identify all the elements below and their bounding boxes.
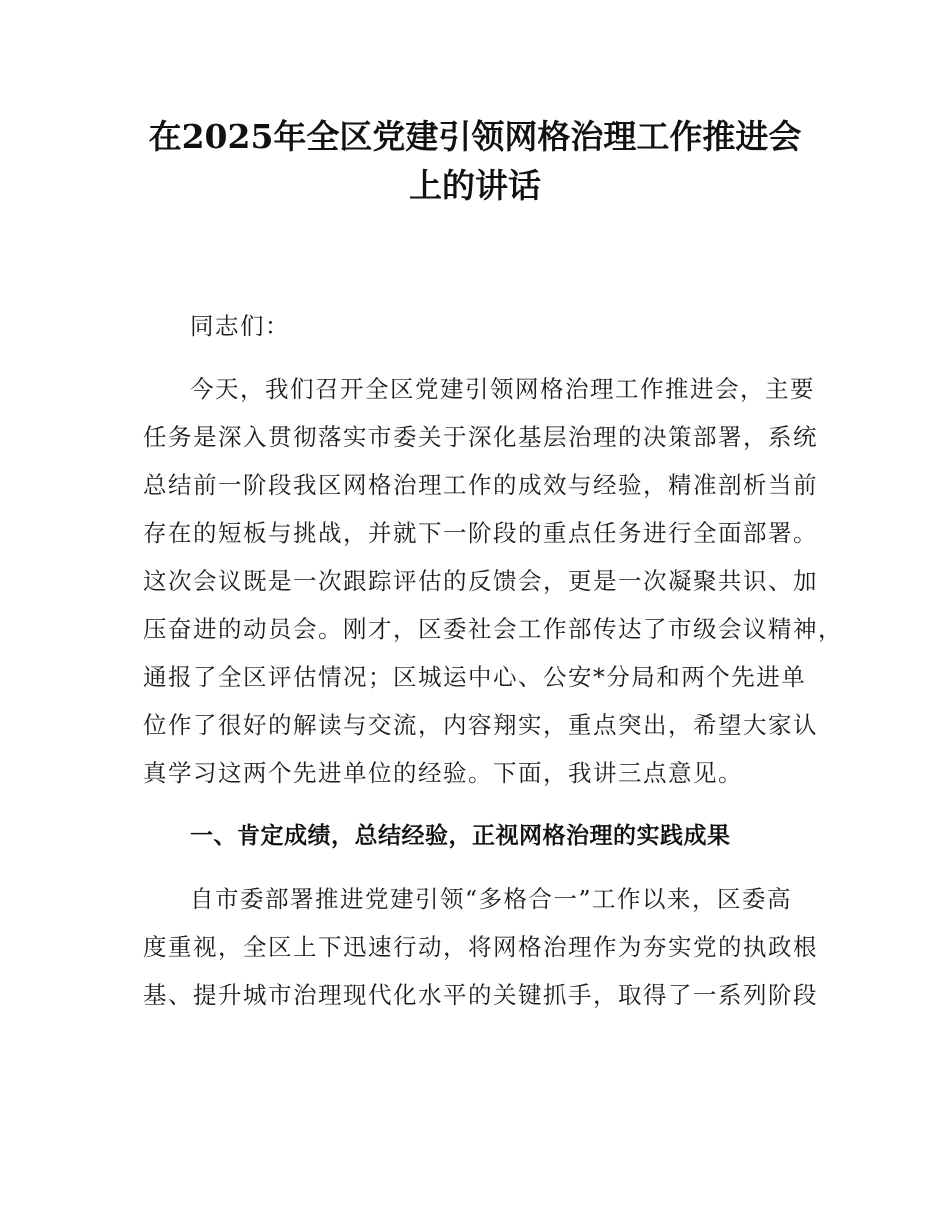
paragraph-1-line: 压奋进的动员会。刚才，区委社会工作部传达了市级会议精神， bbox=[143, 615, 843, 643]
paragraph-1-line: 这次会议既是一次跟踪评估的反馈会，更是一次凝聚共识、加 bbox=[143, 567, 818, 595]
salutation: 同志们： bbox=[190, 312, 290, 340]
paragraph-1-line: 任务是深入贯彻落实市委关于深化基层治理的决策部署，系统 bbox=[143, 423, 818, 451]
document-title-line-1: 在2025年全区党建引领网格治理工作推进会 bbox=[148, 117, 802, 156]
paragraph-1-line: 存在的短板与挑战，并就下一阶段的重点任务进行全面部署。 bbox=[143, 519, 818, 547]
paragraph-1-line: 今天，我们召开全区党建引领网格治理工作推进会，主要 bbox=[190, 375, 815, 403]
paragraph-2-line: 自市委部署推进党建引领“多格合一”工作以来，区委高 bbox=[190, 885, 793, 913]
paragraph-1-line: 位作了很好的解读与交流，内容翔实，重点突出，希望大家认 bbox=[143, 711, 818, 739]
paragraph-1-line: 通报了全区评估情况；区城运中心、公安*分局和两个先进单 bbox=[143, 663, 807, 691]
paragraph-2-line: 度重视，全区上下迅速行动，将网格治理作为夯实党的执政根 bbox=[143, 933, 818, 961]
paragraph-1-line: 真学习这两个先进单位的经验。下面，我讲三点意见。 bbox=[143, 759, 743, 787]
paragraph-2-line: 基、提升城市治理现代化水平的关键抓手，取得了一系列阶段 bbox=[143, 981, 818, 1009]
paragraph-1-line: 总结前一阶段我区网格治理工作的成效与经验，精准剖析当前 bbox=[143, 471, 818, 499]
section-1-heading: 一、肯定成绩，总结经验，正视网格治理的实践成果 bbox=[190, 823, 731, 849]
document-title-line-2: 上的讲话 bbox=[409, 166, 541, 205]
